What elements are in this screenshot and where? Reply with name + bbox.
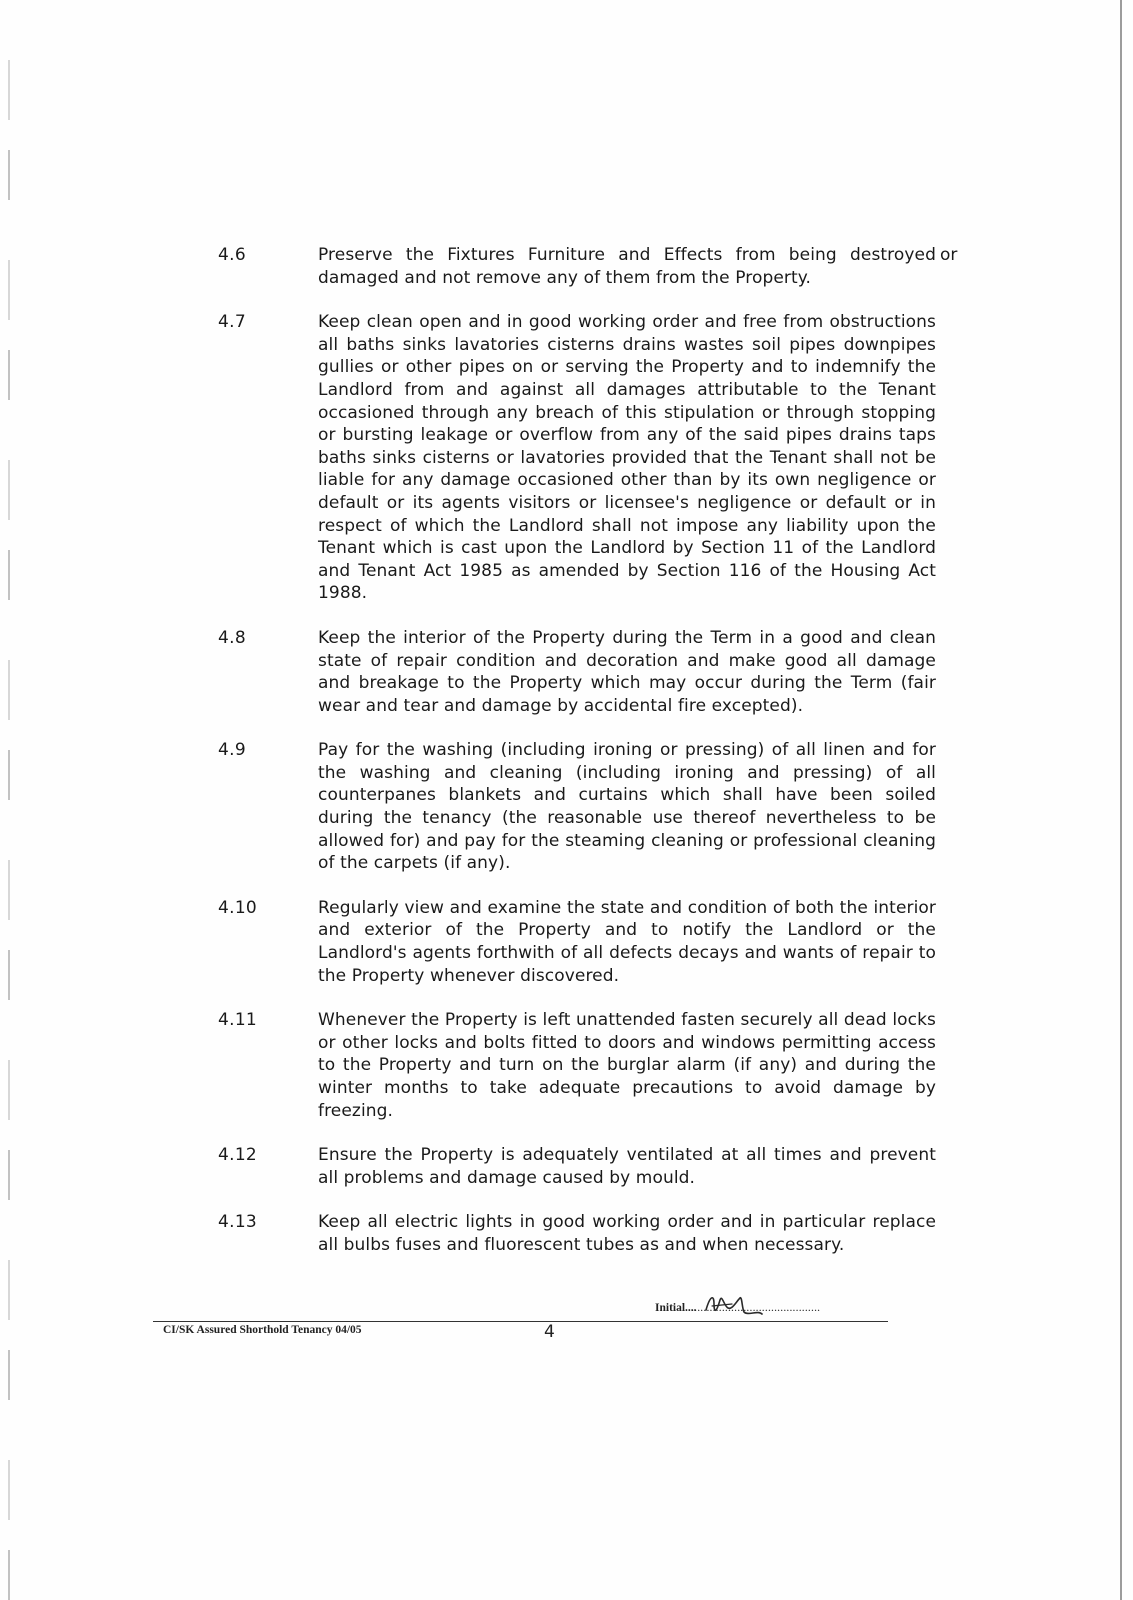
clause-number: 4.7 [218, 312, 246, 333]
clause-text: Regularly view and examine the state and condition of both the interior and exterior of the Property and to notify the Landlord or the Landlord's agents forthwith of all defects decays and wants of repair to the Property whenever discovered. [318, 897, 936, 986]
clause-4-8 [218, 627, 978, 717]
clause-number: 4.9 [218, 740, 246, 761]
clause-4-6 [218, 244, 978, 289]
clause-4-10 [218, 897, 978, 987]
clause-text: Keep all electric lights in good working order and in particular replace all bulbs fuses and fluorescent tubes as and when necessary. [318, 1212, 936, 1255]
clause-4-12 [218, 1144, 978, 1189]
clause-number: 4.11 [218, 1010, 258, 1031]
footer-rule [153, 1321, 888, 1322]
scan-right-edge [1120, 0, 1122, 1600]
clause-number: 4.13 [218, 1212, 258, 1233]
clause-4-7 [218, 311, 978, 605]
clause-text: Preserve the Fixtures Furniture and Effects from being destroyed damaged and not remove any of them from the Property. [318, 245, 936, 288]
clause-4-6-trailing-word: or [940, 245, 958, 265]
clause-4-9 [218, 739, 978, 875]
initial-label: Initial.... [655, 1302, 697, 1314]
clause-4-13 [218, 1211, 978, 1256]
clause-number: 4.12 [218, 1145, 258, 1166]
clause-text: Whenever the Property is left unattended fasten securely all dead locks or other locks and bolts fitted to doors and windows permitting access to the Property and turn on the burglar alarm (if any) and during the winter months to take adequate precautions to avoid damage by freezing. [318, 1010, 936, 1121]
clause-number: 4.10 [218, 897, 258, 918]
scan-binding-edge [8, 0, 10, 1600]
clause-text: Keep the interior of the Property during the Term in a good and clean state of repair condition and decoration and make good all damage and breakage to the Property which may occur during the Term (fair wear and tear and damage by accidental fire excepted). [318, 627, 936, 716]
clause-number: 4.8 [218, 627, 246, 648]
clause-text: Pay for the washing (including ironing or pressing) of all linen and for the washing and cleaning (including ironing and pressing) of all counterpanes blankets and curtains which shall have been soiled during the tenancy (the reasonable use thereof nevertheless to be allowed for) and pay for the steaming cleaning or professional cleaning of the carpets (if any). [318, 740, 936, 874]
clause-text: Keep clean open and in good working order and free from obstructions all baths sinks lavatories cisterns drains wastes soil pipes downpipes gullies or other pipes on or serving the Property and to indemnify the Landlord from and against all damages attributable to the Tenant occasioned through any breach of this stipulation or through stopping or bursting leakage or overflow from any of the said pipes drains taps baths sinks cisterns or lavatories provided that the Tenant shall not be liable for any damage occasioned other than by its own negligence or default or its agents visitors or licensee's negligence or default or in respect of which the Landlord shall not impose any liability upon the Tenant which is cast upon the Landlord by Section 11 of the Landlord and Tenant Act 1985 as amended by Section 116 of the Housing Act 1988. [318, 312, 936, 604]
clause-number: 4.6 [218, 245, 246, 265]
initial-dots: ........................................... [688, 1302, 821, 1314]
clause-list [218, 244, 978, 1279]
signature-initials [702, 1290, 782, 1320]
clause-4-11 [218, 1009, 978, 1122]
clause-text: Ensure the Property is adequately ventilated at all times and prevent all problems and damage caused by mould. [318, 1145, 936, 1188]
page-number: 4 [544, 1322, 555, 1342]
footer-document-reference: CI/SK Assured Shorthold Tenancy 04/05 [163, 1324, 362, 1336]
